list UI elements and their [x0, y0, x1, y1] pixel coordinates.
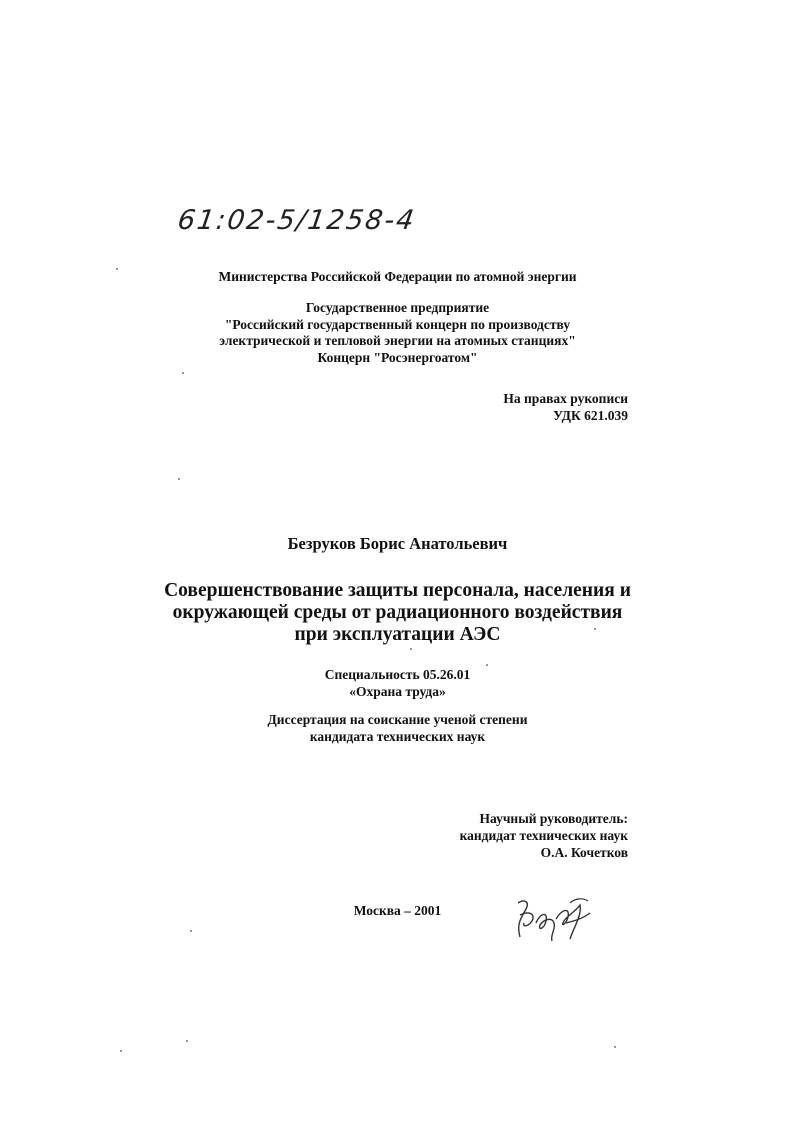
enterprise-line: электрической и тепловой энергии на атомных станциях" — [219, 333, 576, 348]
manuscript-rights: На правах рукописи — [503, 391, 628, 406]
ministry-name: Министерства Российской Федерации по атомной энергии — [218, 269, 577, 284]
dissertation-title — [150, 580, 645, 646]
scan-speck — [190, 930, 192, 932]
scan-speck — [594, 628, 596, 630]
city-year: Москва – 2001 — [353, 903, 442, 918]
degree-block — [150, 711, 645, 745]
scan-speck — [186, 1040, 188, 1042]
degree-line: Диссертация на соискание ученой степени — [267, 712, 528, 727]
title-line: окружающей среды от радиационного воздействия — [172, 602, 623, 623]
scan-speck — [182, 372, 184, 374]
supervisor-degree: кандидат технических наук — [459, 828, 628, 843]
scan-speck — [486, 664, 488, 666]
scan-speck — [116, 268, 118, 270]
archive-code-handwritten: 61:02-5/1258-4 — [175, 205, 418, 236]
author-name: Безруков Борис Анатольевич — [287, 534, 508, 553]
enterprise-line: Концерн "Росэнергоатом" — [317, 349, 478, 365]
supervisor-block — [460, 810, 628, 861]
specialty-block — [150, 666, 645, 700]
specialty-code: Специальность 05.26.01 — [324, 667, 471, 682]
manuscript-rights-block — [503, 390, 628, 424]
title-line: при эксплуатации АЭС — [294, 624, 501, 645]
degree-line: кандидата технических наук — [309, 729, 486, 744]
udc-code: УДК 621.039 — [553, 408, 628, 423]
enterprise-line: Государственное предприятие — [305, 300, 490, 315]
scan-speck — [120, 1050, 122, 1052]
title-line: Совершенствование защиты персонала, населения и — [164, 580, 631, 601]
supervisor-label: Научный руководитель: — [479, 811, 628, 826]
scan-speck — [178, 478, 180, 480]
specialty-name: «Охрана труда» — [349, 684, 446, 699]
scan-speck — [614, 1046, 616, 1048]
enterprise-block — [150, 300, 645, 366]
signature-icon — [510, 893, 595, 948]
supervisor-name: О.А. Кочетков — [540, 845, 628, 860]
scan-speck — [410, 648, 412, 650]
enterprise-line: "Российский государственный концерн по производству — [224, 316, 571, 332]
